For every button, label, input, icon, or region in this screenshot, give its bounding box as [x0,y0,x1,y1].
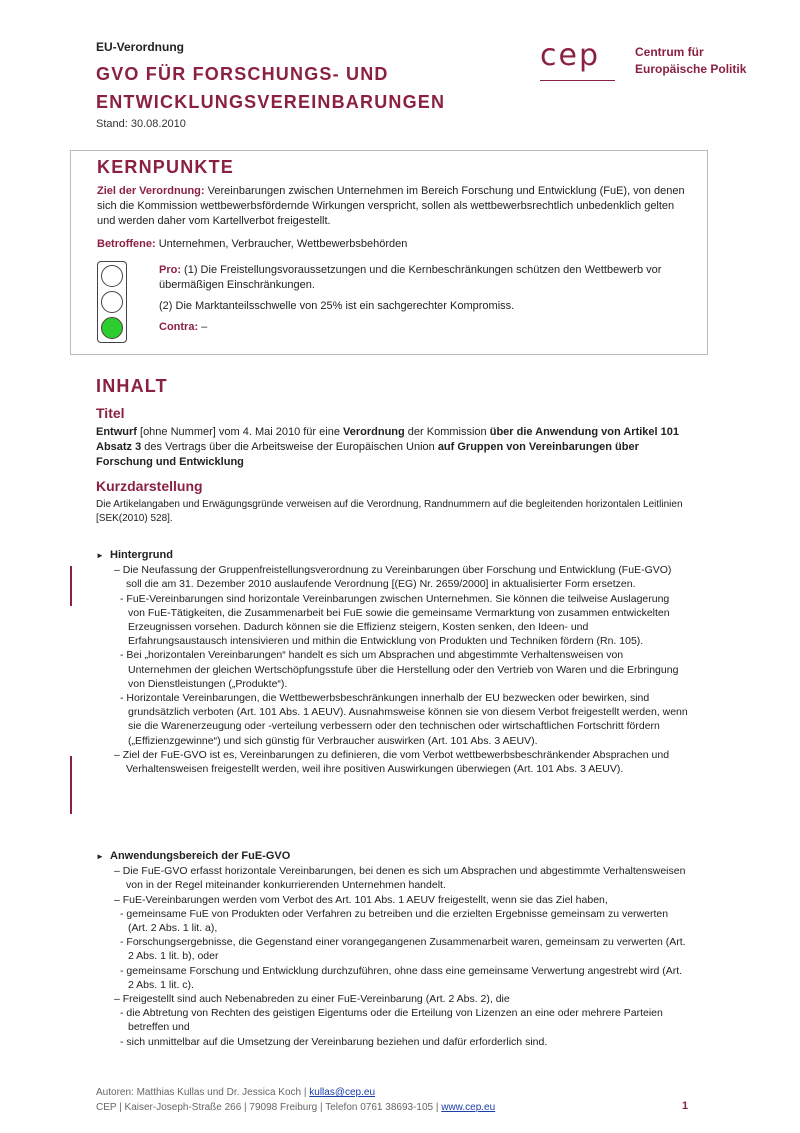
website-link[interactable]: www.cep.eu [441,1102,496,1113]
titel-bold-4: auf Gruppen von Vereinbarungen über Forschung und Entwicklung [96,441,639,468]
ziel-text: Vereinbarungen zwischen Unternehmen im Bereich Forschung und Entwicklung (FuE), von denen sich die Kommission wettbewerbsfördernde Wirkungen verspricht, sollen als wettbewerbsrechtlich unbedenklich gelten und werden daher vom Kartellverbot freigestellt. [97,185,685,227]
page-footer [96,1085,495,1115]
contra-paragraph [159,320,699,335]
kernpunkte-heading: KERNPUNKTE [97,157,235,177]
traffic-light-red-off [101,265,123,287]
page-number: 1 [682,1100,689,1112]
contra-label: Contra: [159,321,199,333]
logo-line-1: Centrum für [635,45,704,59]
inhalt-heading: INHALT [96,376,168,396]
list-item: – Freigestellt sind auch Nebenabreden zu einer FuE-Vereinbarung (Art. 2 Abs. 2), die [114,993,510,1006]
traffic-light-yellow-off [101,291,123,313]
list-item: - Bei „horizontalen Vereinbarungen“ handelt es sich um Absprachen und abgestimmte Verhaltensweisen von Unternehmen der gleichen Wertschöpfungsstufe über die Herstellung oder den Vertrieb von Waren und die Erbringung von Dienstleistungen („Produkte“). [120,649,679,690]
betroffene-paragraph [97,237,695,252]
list-item: - die Abtretung von Rechten des geistigen Eigentums oder die Erteilung von Lizenzen an eine oder mehrere Parteien betreffen und [120,1007,663,1034]
betroffene-text: Unternehmen, Verbraucher, Wettbewerbsbehörden [155,238,408,250]
title-line-1: GVO FÜR FORSCHUNGS- UND [96,64,389,84]
anwendungsbereich-heading [96,849,688,864]
ziel-paragraph [97,184,695,229]
logo-line-2: Europäische Politik [635,62,747,76]
titel-text-2: der Kommission [404,426,490,438]
pro-label: Pro: [159,264,181,276]
titel-text-1: [ohne Nummer] vom 4. Mai 2010 für eine [136,426,343,438]
traffic-light-green-on [101,317,123,339]
titel-body [96,425,688,470]
hintergrund-section [96,548,688,776]
titel-text-3: des Vertrags über die Arbeitsweise der Europäischen Union [141,441,438,453]
list-item: – FuE-Vereinbarungen werden vom Verbot des Art. 101 Abs. 1 AEUV freigestellt, wenn sie das Ziel haben, [114,893,608,906]
kurzdarstellung-body: Die Artikelangaben und Erwägungsgründe verweisen auf die Verordnung, Randnummern auf die begleitenden horizontalen Leitlinien [SEK(2010) 528]. [96,499,683,524]
list-item: - gemeinsame FuE von Produkten oder Verfahren zu betreiben und die erzielten Ergebnisse gemeinsam zu verwerten (Art. 2 Abs. 1 lit. a), [120,907,669,935]
list-item: - FuE-Vereinbarungen sind horizontale Vereinbarungen zwischen Unternehmen. Sie können die teilweise Auslagerung von FuE-Tätigkeiten, die Zusammenarbeit bei FuE sowie die gemeinsame Vermarktung von zusammen entwickelten Erzeugnissen vorsehen. Dadurch können sie die Effizienz steigern, Kosten senken, den Ideen- und Erfahrungsaustausch intensivieren und mithin die Entwicklung von Produkten und Techniken fördern (Rn. 105). [120,592,670,648]
change-marker [70,756,72,814]
pro-text-1: (1) Die Freistellungsvoraussetzungen und die Kernbeschränkungen schützen den Wettbewerb vor übermäßigen Einschränkungen. [159,264,662,291]
kernpunkte-box [70,150,708,355]
list-item: - sich unmittelbar auf die Umsetzung der Vereinbarung beziehen und dafür erforderlich sind. [120,1035,548,1048]
pro-paragraph-2: (2) Die Marktanteilsschwelle von 25% ist ein sachgerechter Kompromiss. [159,300,515,312]
document-date: Stand: 30.08.2010 [96,118,186,130]
titel-bold-2: Verordnung [343,426,405,438]
titel-bold-3: über die Anwendung von Artikel 101 Absatz 3 [96,426,679,453]
list-item: – Ziel der FuE-GVO ist es, Vereinbarungen zu definieren, die vom Verbot wettbewerbsbeschränkender Absprachen und Verhaltensweisen freigestellt werden, weil ihre positiven Auswirkungen überwiegen (Art. 101 Abs. 3 AEUV). [114,748,670,776]
list-item: - Forschungsergebnisse, die Gegenstand einer vorangegangenen Zusammenarbeit waren, gemeinsam zu verwerten (Art. 2 Abs. 1 lit. b), oder [120,936,686,963]
hintergrund-heading [96,548,688,563]
kurzdarstellung-heading: Kurzdarstellung [96,478,203,494]
cep-logo-text [635,44,746,78]
traffic-light-icon [97,261,127,343]
list-item: - Horizontale Vereinbarungen, die Wettbewerbsbeschränkungen innerhalb der EU bezwecken oder bewirken, sind grundsätzlich verboten (Art. 101 Abs. 1 AEUV). Ausnahmsweise können sie von diesem Verbot freigestellt werden, wenn sie die Warenerzeugung oder -verteilung verbessern oder den technischen oder wirtschaftlichen Fortschritt fördern („Effizienzgewinne“) und sich günstig für Verbraucher auswirken (Art. 101 Abs. 3 AEUV). [120,692,688,747]
pro-contra [159,263,699,341]
hintergrund-heading-text: Hintergrund [110,549,173,561]
betroffene-label: Betroffene: [97,238,156,250]
footer-authors-line [96,1085,495,1100]
list-item: - gemeinsame Forschung und Entwicklung durchzuführen, ohne dass eine gemeinsame Verwertung angestrebt wird (Art. 2 Abs. 1 lit. c). [120,964,683,991]
pro-paragraph-1 [159,263,699,293]
anwendungsbereich-heading-text: Anwendungsbereich der FuE-GVO [110,850,291,862]
list-item: – Die FuE-GVO erfasst horizontale Vereinbarungen, bei denen es sich um Absprachen und abgestimmte Verhaltensweisen von in der Regel miteinander konkurrierenden Unternehmen handelt. [114,865,686,892]
contra-text: – [198,321,208,333]
footer-address: CEP | Kaiser-Joseph-Straße 266 | 79098 Freiburg | Telefon 0761 38693-105 | [96,1102,442,1113]
footer-address-line [96,1100,495,1115]
bullet-triangle-icon: ► [96,852,104,861]
footer-authors: Autoren: Matthias Kullas und Dr. Jessica Koch | [96,1087,310,1098]
cep-logo [540,38,770,88]
cep-logo-mark: cep [540,38,600,73]
author-email-link[interactable]: kullas@cep.eu [309,1087,376,1098]
ziel-label: Ziel der Verordnung: [97,185,205,197]
titel-bold-1: Entwurf [96,426,137,438]
titel-heading: Titel [96,405,125,421]
list-item: – Die Neufassung der Gruppenfreistellungsverordnung zu Vereinbarungen über Forschung und Entwicklung (FuE-GVO) soll die am 31. Dezember 2010 auslaufende Verordnung [(EG) Nr. 2659/2000] in aktualisierter Form ersetzen. [114,564,672,591]
document-type: EU-Verordnung [96,40,185,54]
cep-logo-underline [540,80,615,81]
bullet-triangle-icon: ► [96,551,104,560]
change-marker [70,566,72,606]
inhalt-section [96,376,688,526]
anwendungsbereich-section [96,849,688,1049]
title-line-2: ENTWICKLUNGSVEREINBARUNGEN [96,92,446,112]
